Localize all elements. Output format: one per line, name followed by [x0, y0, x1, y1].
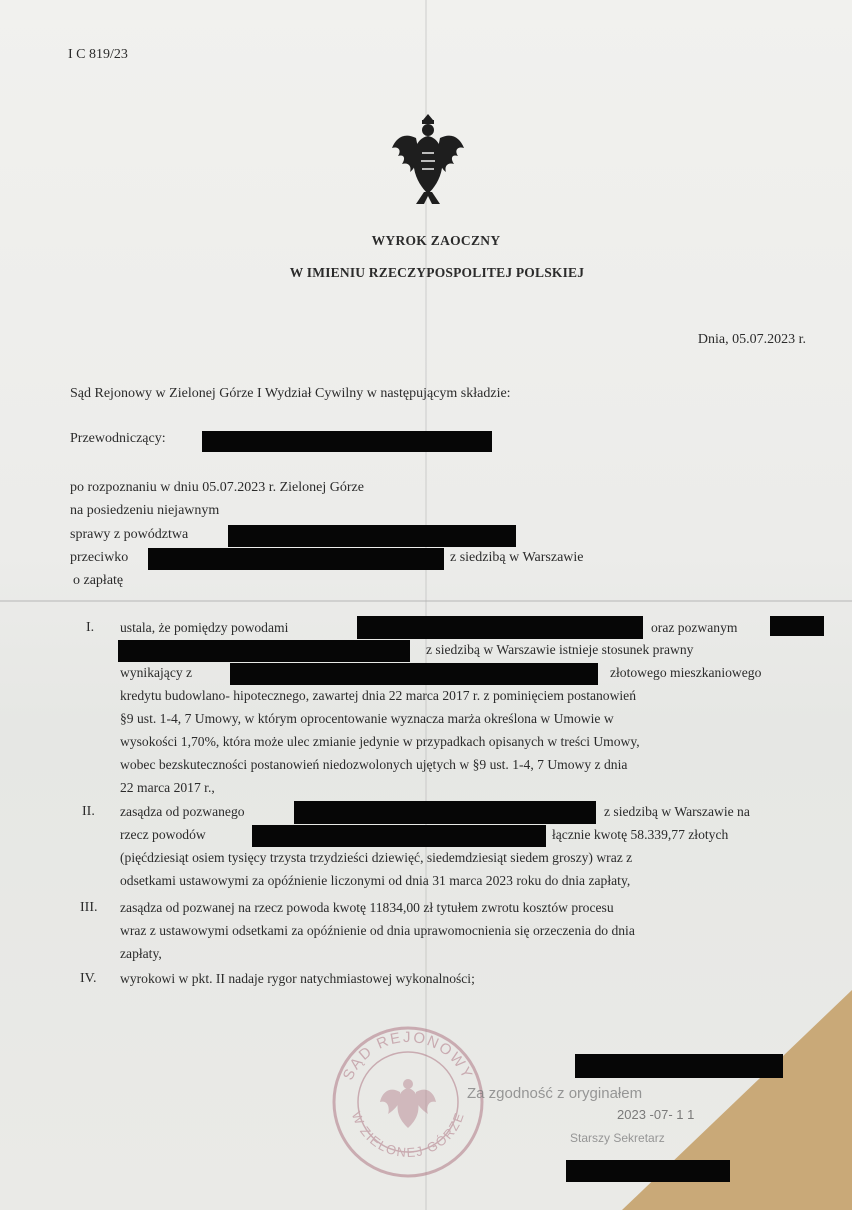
redaction-signature-bottom: [566, 1160, 730, 1182]
judgment-date: Dnia, 05.07.2023 r.: [697, 332, 806, 347]
item-3-line-3: zapłaty,: [120, 946, 162, 961]
item-1-line-3b: złotowego mieszkaniowego: [610, 665, 762, 680]
redaction-defendant-name-2: [118, 640, 410, 662]
item-3-line-1: zasądza od pozwanej na rzecz powoda kwotę 11834,00 zł tytułem zwrotu kosztów procesu: [120, 900, 614, 915]
redaction-defendant-name-1: [770, 616, 824, 636]
seal-text-bottom: W ZIELONEJ GÓRZE: [348, 1109, 468, 1161]
document-title: WYROK ZAOCZNY: [371, 233, 501, 248]
item-2-line-3: (pięćdziesiąt osiem tysięcy trzysta trzydzieści dziewięć, siedemdziesiąt siedem groszy) wraz z: [120, 850, 633, 865]
redaction-agreement: [230, 663, 598, 685]
item-1-line-5: §9 ust. 1-4, 7 Umowy, w którym oprocentowanie wyznacza marża określona w Umowie w: [120, 711, 614, 726]
seal-text-top: SĄD REJONOWY: [339, 1028, 477, 1083]
court-composition: Sąd Rejonowy w Zielonej Górze I Wydział Cywilny w następującym składzie:: [70, 386, 511, 401]
case-number: I C 819/23: [68, 47, 128, 62]
item-2-line-4: odsetkami ustawowymi za opóźnienie liczonymi od dnia 31 marca 2023 roku do dnia zapłaty,: [120, 873, 631, 888]
item-2-line-2b: łącznie kwotę 58.339,77 złotych: [552, 827, 729, 842]
item-number-3: III.: [80, 900, 98, 915]
certification-line-2: 2023 -07- 1 1: [617, 1107, 695, 1122]
item-3-line-2: wraz z ustawowymi odsetkami za opóźnienie od dnia uprawomocnienia się orzeczenia do dnia: [120, 923, 635, 938]
redaction-signature-top: [575, 1054, 783, 1078]
item-1-line-4: kredytu budowlano- hipotecznego, zawartej dnia 22 marca 2017 r. z pominięciem postanowień: [120, 688, 637, 703]
item-1-line-6: wysokości 1,70%, która może ulec zmianie jedynie w przypadkach opisanych w treści Umowy,: [120, 734, 640, 749]
eagle-emblem-icon: [388, 108, 468, 208]
item-1-line-3a: wynikający z: [120, 665, 193, 680]
proceedings-line-4b: z siedzibą w Warszawie: [450, 550, 584, 565]
svg-text:SĄD REJONOWY: [340, 1029, 477, 1083]
item-4-line-1: wyrokowi w pkt. II nadaje rygor natychmiastowej wykonalności;: [120, 971, 475, 986]
item-1-line-7: wobec bezskuteczności postanowień niedozwolonych ujętych w §9 ust. 1-4, 7 Umowy z dnia: [120, 757, 628, 772]
item-1-line-2: z siedzibą w Warszawie istnieje stosunek prawny: [426, 642, 694, 657]
court-seal: [328, 1022, 488, 1182]
proceedings-line-3: sprawy z powództwa: [70, 527, 189, 542]
item-2-line-1b: z siedzibą w Warszawie na: [604, 804, 750, 819]
document-subtitle: W IMIENIU RZECZYPOSPOLITEJ POLSKIEJ: [289, 265, 585, 280]
certification-line-3: Starszy Sekretarz: [570, 1131, 665, 1145]
proceedings-line-4a: przeciwko: [70, 550, 129, 565]
item-1-line-8: 22 marca 2017 r.,: [120, 780, 215, 795]
proceedings-line-5: o zapłatę: [73, 573, 124, 588]
redaction-plaintiffs-ii: [252, 825, 546, 847]
item-number-1: I.: [86, 620, 95, 635]
redaction-chair: [202, 431, 492, 452]
item-1-line-1a: ustala, że pomiędzy powodami: [120, 620, 289, 635]
redaction-plaintiff: [228, 525, 516, 547]
redaction-defendant: [148, 548, 444, 570]
item-number-2: II.: [82, 804, 95, 819]
proceedings-line-1: po rozpoznaniu w dniu 05.07.2023 r. Zielonej Górze: [70, 480, 364, 495]
item-1-line-1b: oraz pozwanym: [651, 620, 738, 635]
item-number-4: IV.: [80, 971, 97, 986]
item-2-line-1a: zasądza od pozwanego: [120, 804, 245, 819]
proceedings-line-2: na posiedzeniu niejawnym: [70, 503, 220, 518]
redaction-defendant-ii: [294, 801, 596, 824]
certification-line-1: Za zgodność z oryginałem: [467, 1085, 643, 1102]
redaction-plaintiffs: [357, 616, 643, 639]
item-2-line-2a: rzecz powodów: [120, 827, 206, 842]
chair-label: Przewodniczący:: [70, 431, 166, 446]
